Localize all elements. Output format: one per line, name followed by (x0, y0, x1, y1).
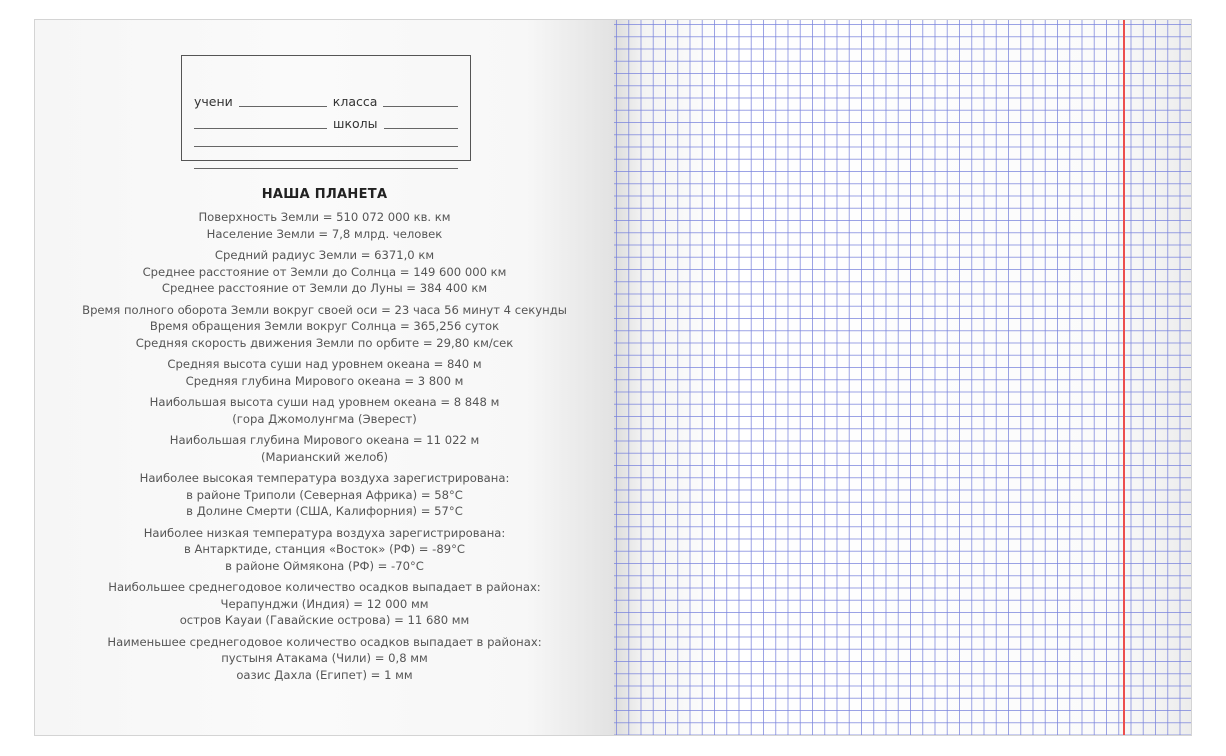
fact-line: Население Земли = 7,8 млрд. человек (206, 226, 443, 241)
label-row-student (194, 94, 458, 110)
fact-line: Средняя скорость движения Земли по орбите = 29,80 км/сек (135, 335, 514, 350)
fact-line: Средняя глубина Мирового океана = 3 800 м (185, 373, 464, 388)
class-line[interactable] (383, 105, 458, 107)
school-number-line[interactable] (194, 127, 327, 129)
fact-line: Средний радиус Земли = 6371,0 км (214, 248, 435, 262)
square-grid (614, 20, 1192, 735)
fact-line: в Долине Смерти (США, Калифорния) = 57°С (186, 504, 463, 518)
fact-group (35, 356, 614, 389)
label-row-school (194, 116, 458, 132)
class-word: класса (332, 94, 378, 109)
notebook-spread (34, 19, 1192, 736)
fact-group (35, 209, 614, 242)
school-line[interactable] (384, 127, 459, 129)
grid-page[interactable] (614, 20, 1192, 735)
fact-group (35, 394, 614, 427)
fact-line: Наименьшее среднегодовое количество осадков выпадает в районах: (107, 634, 542, 649)
page-title: НАША ПЛАНЕТА (261, 187, 388, 202)
student-word: учени (194, 94, 233, 109)
label-row-surname (194, 156, 458, 172)
facts-list (35, 209, 614, 683)
name-line[interactable] (194, 145, 458, 147)
fact-line: Наибольшая глубина Мирового океана = 11 022 м (169, 433, 480, 447)
fact-line: Время обращения Земли вокруг Солнца = 365,256 суток (149, 319, 500, 333)
fact-line: Наибольшая высота суши над уровнем океана = 8 848 м (149, 395, 500, 409)
fact-group (35, 579, 614, 629)
fact-line: в районе Оймякона (РФ) = -70°С (225, 558, 424, 573)
fact-group (35, 432, 614, 465)
school-word: школы (333, 116, 378, 131)
fact-line: в Антарктиде, станция «Восток» (РФ) = -89°С (183, 542, 466, 556)
fact-line: Средняя высота суши над уровнем океана = 840 м (167, 357, 482, 371)
fact-line: остров Кауаи (Гавайские острова) = 11 680 мм (179, 613, 470, 627)
fact-line: Время полного оборота Земли вокруг своей оси = 23 часа 56 минут 4 секунды (82, 302, 567, 317)
planet-facts (35, 187, 614, 688)
fact-line: оазис Дахла (Египет) = 1 мм (236, 667, 413, 682)
name-label-box (181, 55, 471, 161)
fact-line: (гора Джомолунгма (Эверест) (232, 411, 417, 426)
fact-line: пустыня Атакама (Чили) = 0,8 мм (221, 651, 428, 665)
fact-line: Черапунджи (Индия) = 12 000 мм (220, 596, 429, 611)
fact-line: Среднее расстояние от Земли до Солнца = 149 600 000 км (142, 264, 507, 279)
surname-line[interactable] (194, 167, 458, 169)
fact-group (35, 525, 614, 575)
cover-inside-page (35, 20, 614, 735)
fact-line: Наиболее низкая температура воздуха зарегистрирована: (143, 525, 506, 540)
fact-line: Поверхность Земли = 510 072 000 кв. км (198, 210, 451, 224)
fact-group (35, 247, 614, 297)
fact-line: (Марианский желоб) (260, 449, 389, 464)
margin-line (1123, 20, 1125, 735)
fact-line: Среднее расстояние от Земли до Луны = 384 400 км (161, 281, 488, 295)
fact-line: в районе Триполи (Северная Африка) = 58°С (186, 487, 463, 502)
fact-line: Наибольшее среднегодовое количество осадков выпадает в районах: (108, 580, 541, 594)
fact-line: Наиболее высокая температура воздуха зарегистрирована: (139, 471, 510, 485)
fact-group (35, 634, 614, 684)
fact-group (35, 302, 614, 352)
label-row-name (194, 134, 458, 150)
student-line[interactable] (239, 105, 327, 107)
fact-group (35, 470, 614, 520)
